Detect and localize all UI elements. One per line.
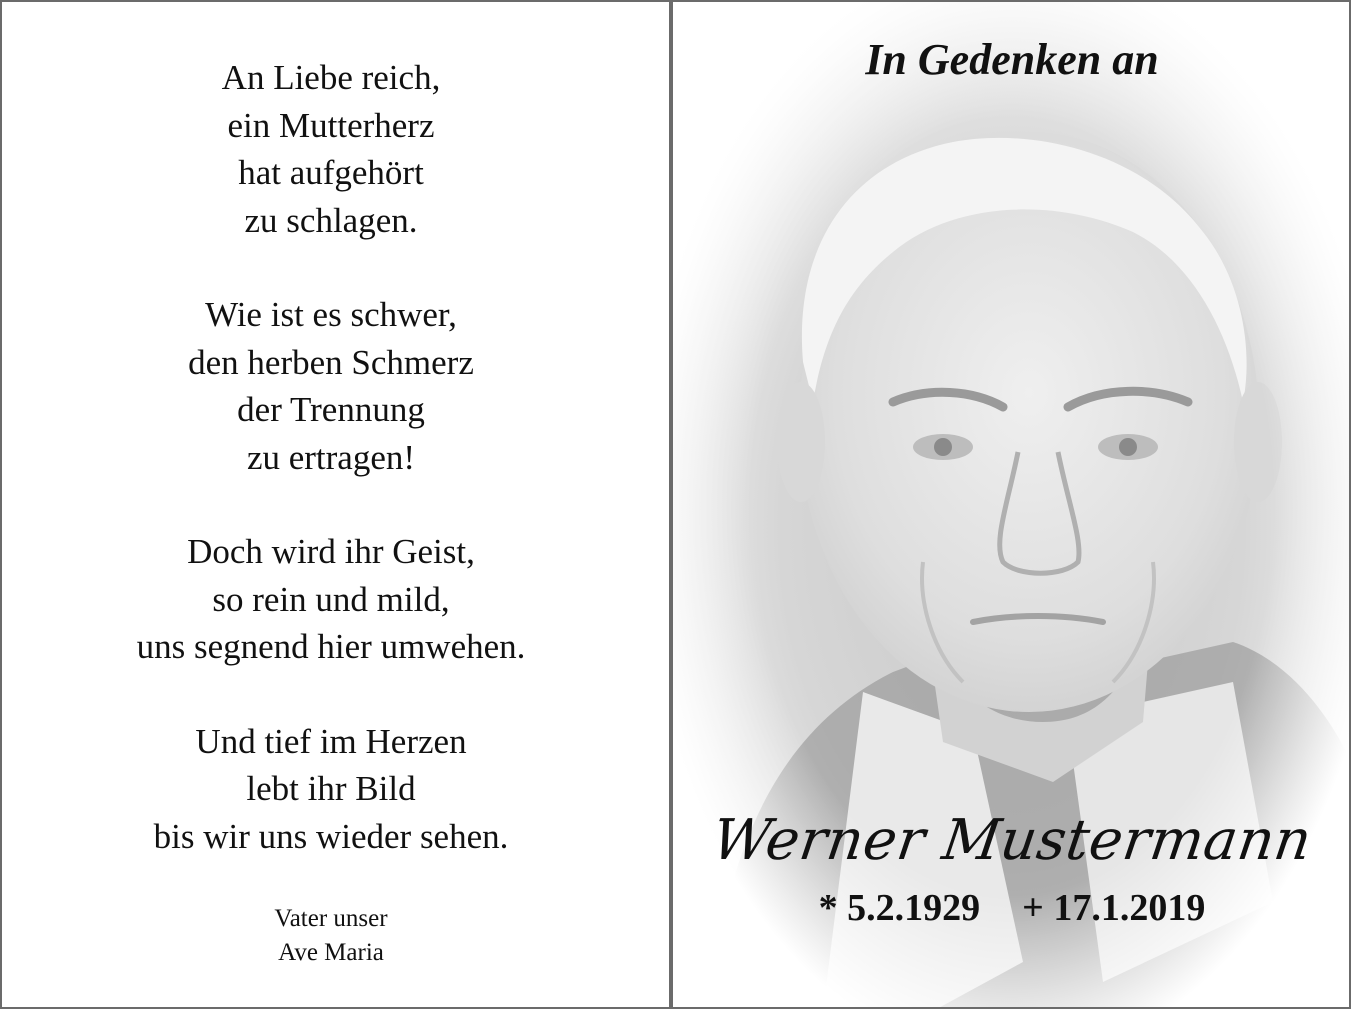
poem-line: Wie ist es schwer, — [205, 295, 457, 334]
memorial-heading: In Gedenken an — [865, 35, 1159, 84]
poem-stanza — [2, 718, 660, 861]
life-dates — [673, 886, 1351, 930]
poem-line: zu schlagen. — [244, 200, 418, 240]
poem-line: zu ertragen! — [246, 437, 416, 477]
portrait-panel — [673, 0, 1351, 1009]
poem-stanza — [2, 291, 660, 481]
poem-line: der Trennung — [237, 390, 425, 429]
poem-stanza — [2, 528, 660, 671]
poem-line: Doch wird ihr Geist, — [187, 532, 475, 571]
prayer-list — [2, 902, 660, 970]
poem-line: bis wir uns wieder sehen. — [153, 816, 509, 856]
poem-line: ein Mutterherz — [227, 105, 435, 145]
poem-stanza — [2, 54, 660, 244]
poem-panel — [0, 0, 669, 1009]
deceased-name: Werner Mustermann — [708, 808, 1316, 873]
poem-line: uns segnend hier umwehen. — [136, 627, 526, 666]
prayer-item: Vater unser — [274, 905, 388, 932]
poem-line: hat aufgehört — [238, 153, 424, 192]
prayer-item: Ave Maria — [278, 939, 384, 966]
poem-line: Und tief im Herzen — [195, 721, 467, 761]
poem-line: den herben Schmerz — [188, 342, 474, 382]
poem-line: lebt ihr Bild — [246, 769, 416, 808]
poem-line: An Liebe reich, — [221, 58, 441, 97]
death-date: + 17.1.2019 — [1022, 887, 1206, 929]
poem-line: so rein und mild, — [212, 579, 450, 619]
birth-date: * 5.2.1929 — [818, 887, 981, 929]
poem — [2, 54, 660, 907]
